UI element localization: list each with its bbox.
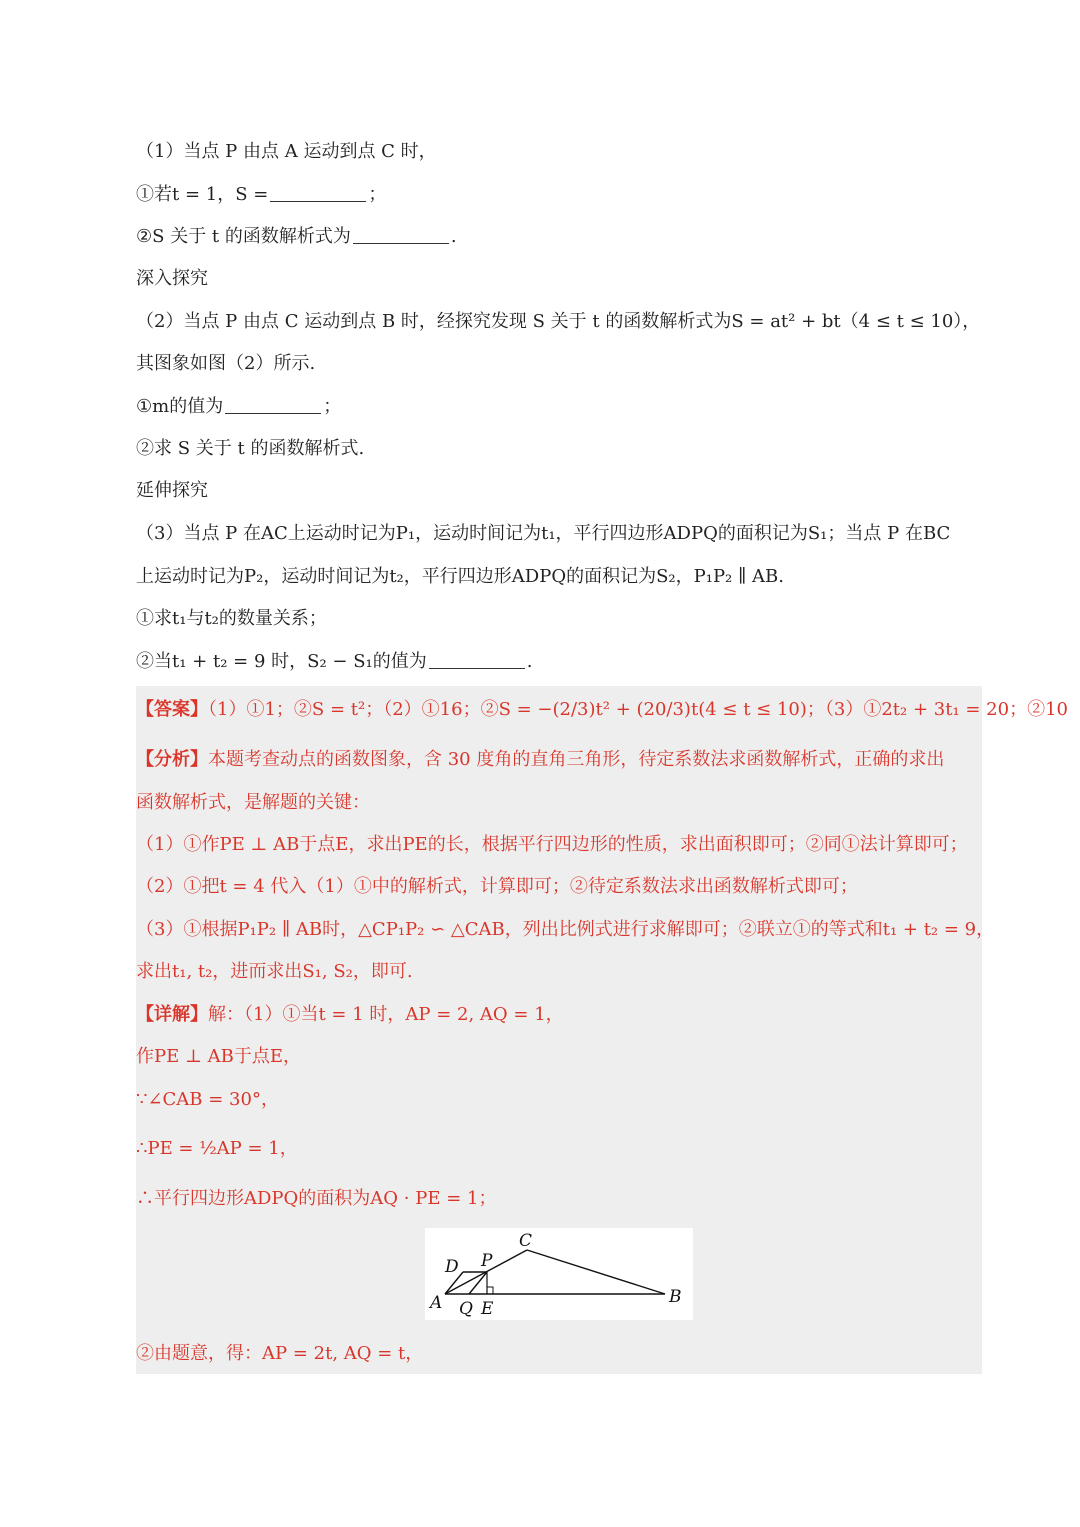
answer-tag: 【答案】 bbox=[136, 699, 208, 720]
answer-text: （1）①1；②S = t²；（2）①16；②S = −(2/3)t² + (20/3)t(4 ≤ t ≤ 10)；（3）①2t₂ + 3t₁ = 20；②10 bbox=[208, 699, 1068, 720]
segment-pq bbox=[469, 1272, 487, 1294]
triangle-diagram bbox=[425, 1228, 693, 1320]
part3-q2 bbox=[136, 650, 984, 674]
label-q: Q bbox=[459, 1299, 473, 1319]
triangle-figure bbox=[425, 1228, 693, 1320]
analysis-line bbox=[136, 748, 944, 772]
part2-intro: （2）当点 P 由点 C 运动到点 B 时，经探究发现 S 关于 t 的函数解析式为S = at² + bt（4 ≤ t ≤ 10）， bbox=[136, 311, 981, 332]
part3-q1: ①求t₁与t₂的数量关系； bbox=[136, 608, 327, 629]
part1-q1-text: ①若t = 1，S = bbox=[136, 184, 269, 205]
part1-q1-end: ； bbox=[368, 184, 387, 205]
part1-intro: （1）当点 P 由点 A 运动到点 C 时， bbox=[136, 141, 437, 162]
answer-line bbox=[136, 698, 1068, 722]
part3-q2-text: ②当t₁ + t₂ = 9 时，S₂ − S₁的值为 bbox=[136, 651, 427, 672]
detail-line-2: 作PE ⊥ AB于点E， bbox=[136, 1046, 301, 1067]
analysis-part1: （1）①作PE ⊥ AB于点E，求出PE的长，根据平行四边形的性质，求出面积即可；②同①法计算即可； bbox=[136, 834, 968, 855]
detail-line-5: ∴平行四边形ADPQ的面积为AQ · PE = 1； bbox=[136, 1188, 497, 1209]
answer-blank bbox=[353, 225, 449, 244]
analysis-text: 本题考查动点的函数图象，含 30 度角的直角三角形，待定系数法求函数解析式，正确的求出 bbox=[208, 749, 945, 770]
label-b: B bbox=[669, 1287, 682, 1307]
segment-cb bbox=[527, 1250, 665, 1294]
part2-q1-end: ； bbox=[323, 396, 342, 417]
part2-q1-text: ①m的值为 bbox=[136, 396, 224, 417]
analysis-line-2: 函数解析式，是解题的关键： bbox=[136, 792, 370, 813]
part2-intro-2: 其图象如图（2）所示. bbox=[136, 353, 316, 374]
detail-text: 解：（1）①当t = 1 时，AP = 2, AQ = 1， bbox=[208, 1004, 564, 1025]
label-e: E bbox=[481, 1299, 494, 1319]
label-d: D bbox=[445, 1257, 459, 1277]
detail-line-6: ②由题意，得：AP = 2t, AQ = t， bbox=[136, 1343, 424, 1364]
section-heading-ext: 延伸探究 bbox=[136, 480, 208, 501]
part1-q2-end: . bbox=[450, 226, 457, 247]
answer-blank bbox=[429, 650, 525, 669]
part3-intro-2: 上运动时记为P₂，运动时间记为t₂，平行四边形ADPQ的面积记为S₂，P₁P₂ ∥ AB. bbox=[136, 566, 784, 587]
part1-q1 bbox=[136, 183, 984, 207]
part3-q2-end: . bbox=[526, 651, 533, 672]
label-a: A bbox=[430, 1293, 443, 1313]
detail-tag: 【详解】 bbox=[136, 1004, 208, 1025]
detail-line-3: ∵∠CAB = 30°， bbox=[136, 1089, 279, 1110]
answer-blank bbox=[270, 183, 366, 202]
detail-line bbox=[136, 1003, 564, 1027]
analysis-tag: 【分析】 bbox=[136, 749, 208, 770]
section-heading-deep: 深入探究 bbox=[136, 268, 208, 289]
part1-q2 bbox=[136, 225, 984, 249]
part3-intro: （3）当点 P 在AC上运动时记为P₁，运动时间记为t₁，平行四边形ADPQ的面积记为S₁；当点 P 在BC bbox=[136, 523, 951, 544]
part2-q1 bbox=[136, 395, 984, 419]
part1-q2-text: ②S 关于 t 的函数解析式为 bbox=[136, 226, 351, 247]
part2-q2: ②求 S 关于 t 的函数解析式. bbox=[136, 438, 365, 459]
analysis-part3: （3）①根据P₁P₂ ∥ AB时，△CP₁P₂ ∽ △CAB，列出比例式进行求解即可；②联立①的等式和t₁ + t₂ = 9， bbox=[136, 919, 995, 940]
label-p: P bbox=[481, 1251, 493, 1271]
analysis-part2: （2）①把t = 4 代入（1）①中的解析式，计算即可；②待定系数法求出函数解析式即可； bbox=[136, 876, 858, 897]
label-c: C bbox=[519, 1231, 533, 1251]
analysis-part3-2: 求出t₁, t₂，进而求出S₁, S₂，即可. bbox=[136, 961, 413, 982]
right-angle-mark bbox=[487, 1287, 493, 1294]
detail-line-4: ∴PE = ½AP = 1， bbox=[136, 1138, 298, 1159]
answer-blank bbox=[225, 395, 321, 414]
